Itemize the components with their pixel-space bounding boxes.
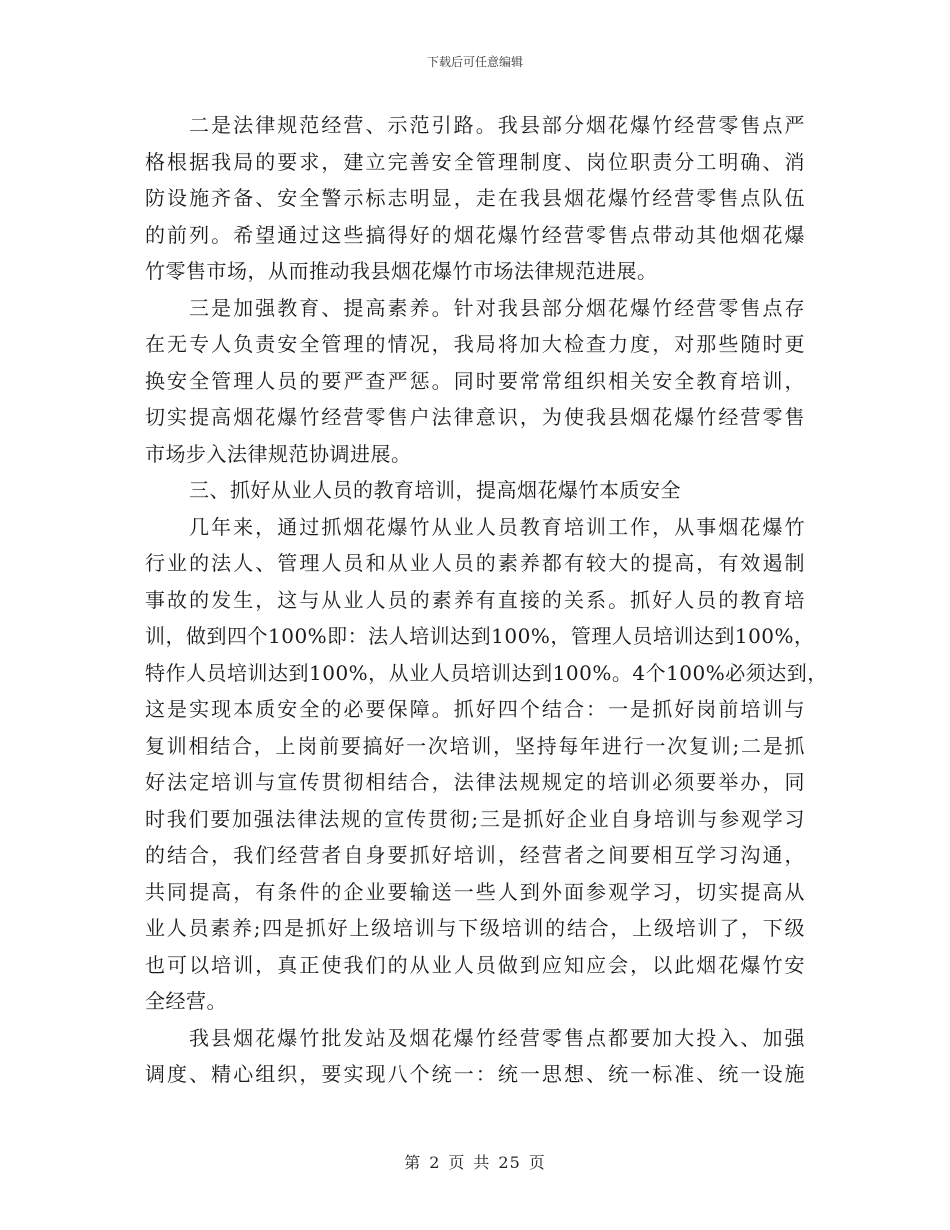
document-body bbox=[145, 107, 828, 1093]
page-header-note: 下载后可任意编辑 bbox=[426, 55, 523, 69]
text-line: 特作人员培训达到100%，从业人员培训达到100%。4个100%必须达到， bbox=[145, 660, 828, 685]
text-line: 几年来，通过抓烟花爆竹从业人员教育培训工作，从事烟花爆竹 bbox=[189, 514, 805, 539]
current-page-number: 2 bbox=[429, 1153, 441, 1172]
text-line: 事故的发生，这与从业人员的素养有直接的关系。抓好人员的教育培 bbox=[145, 587, 805, 612]
text-line: 三是加强教育、提高素养。针对我县部分烟花爆竹经营零售点存 bbox=[189, 295, 805, 320]
text-line: 切实提高烟花爆竹经营零售户法律意识，为使我县烟花爆竹经营零售 bbox=[145, 405, 805, 429]
text-line: 业人员素养;四是抓好上级培训与下级培训的结合，上级培训了，下级 bbox=[145, 916, 805, 940]
page-number-footer bbox=[0, 1150, 950, 1173]
text-line: 我县烟花爆竹批发站及烟花爆竹经营零售点都要加大投入、加强 bbox=[189, 1025, 805, 1050]
text-line: 二是法律规范经营、示范引路。我县部分烟花爆竹经营零售点严 bbox=[189, 113, 805, 137]
text-line: 换安全管理人员的要严查严惩。同时要常常组织相关安全教育培训， bbox=[145, 368, 805, 393]
text-line: 市场步入法律规范协调进展。 bbox=[145, 441, 412, 466]
text-line: 防设施齐备、安全警示标志明显，走在我县烟花爆竹经营零售点队伍 bbox=[145, 186, 805, 210]
text-line: 的前列。希望通过这些搞得好的烟花爆竹经营零售点带动其他烟花爆 bbox=[145, 222, 805, 247]
text-line: 的结合，我们经营者自身要抓好培训，经营者之间要相互学习沟通， bbox=[145, 843, 805, 867]
page-label-total-prefix: 共 bbox=[473, 1153, 491, 1172]
text-line: 在无专人负责安全管理的情况，我局将加大检查力度，对那些随时更 bbox=[145, 332, 805, 356]
page-label-suffix: 页 bbox=[528, 1153, 546, 1172]
section-heading: 三、抓好从业人员的教育培训，提高烟花爆竹本质安全 bbox=[189, 478, 681, 502]
text-line: 共同提高，有条件的企业要输送一些人到外面参观学习，切实提高从 bbox=[145, 879, 805, 904]
page-label-mid: 页 bbox=[448, 1153, 466, 1172]
text-line: 好法定培训与宣传贯彻相结合，法律法规规定的培训必须要举办，同 bbox=[145, 770, 805, 794]
total-pages-number: 25 bbox=[498, 1153, 521, 1172]
text-line: 全经营。 bbox=[145, 989, 227, 1013]
text-line: 格根据我局的要求，建立完善安全管理制度、岗位职责分工明确、消 bbox=[145, 149, 805, 174]
text-line: 复训相结合，上岗前要搞好一次培训，坚持每年进行一次复训;二是抓 bbox=[145, 733, 805, 758]
text-line: 也可以培训，真正使我们的从业人员做到应知应会，以此烟花爆竹安 bbox=[145, 952, 805, 977]
page-label-prefix: 第 bbox=[404, 1153, 422, 1172]
text-line: 调度、精心组织，要实现八个统一：统一思想、统一标准、统一设施 bbox=[145, 1062, 805, 1086]
text-line: 这是实现本质安全的必要保障。抓好四个结合：一是抓好岗前培训与 bbox=[145, 697, 805, 721]
text-line: 行业的法人、管理人员和从业人员的素养都有较大的提高，有效遏制 bbox=[145, 551, 805, 575]
text-line: 训，做到四个100%即：法人培训达到100%，管理人员培训达到100%， bbox=[145, 624, 815, 648]
text-line: 时我们要加强法律法规的宣传贯彻;三是抓好企业自身培训与参观学习 bbox=[145, 806, 805, 831]
text-line: 竹零售市场，从而推动我县烟花爆竹市场法律规范进展。 bbox=[145, 259, 658, 283]
